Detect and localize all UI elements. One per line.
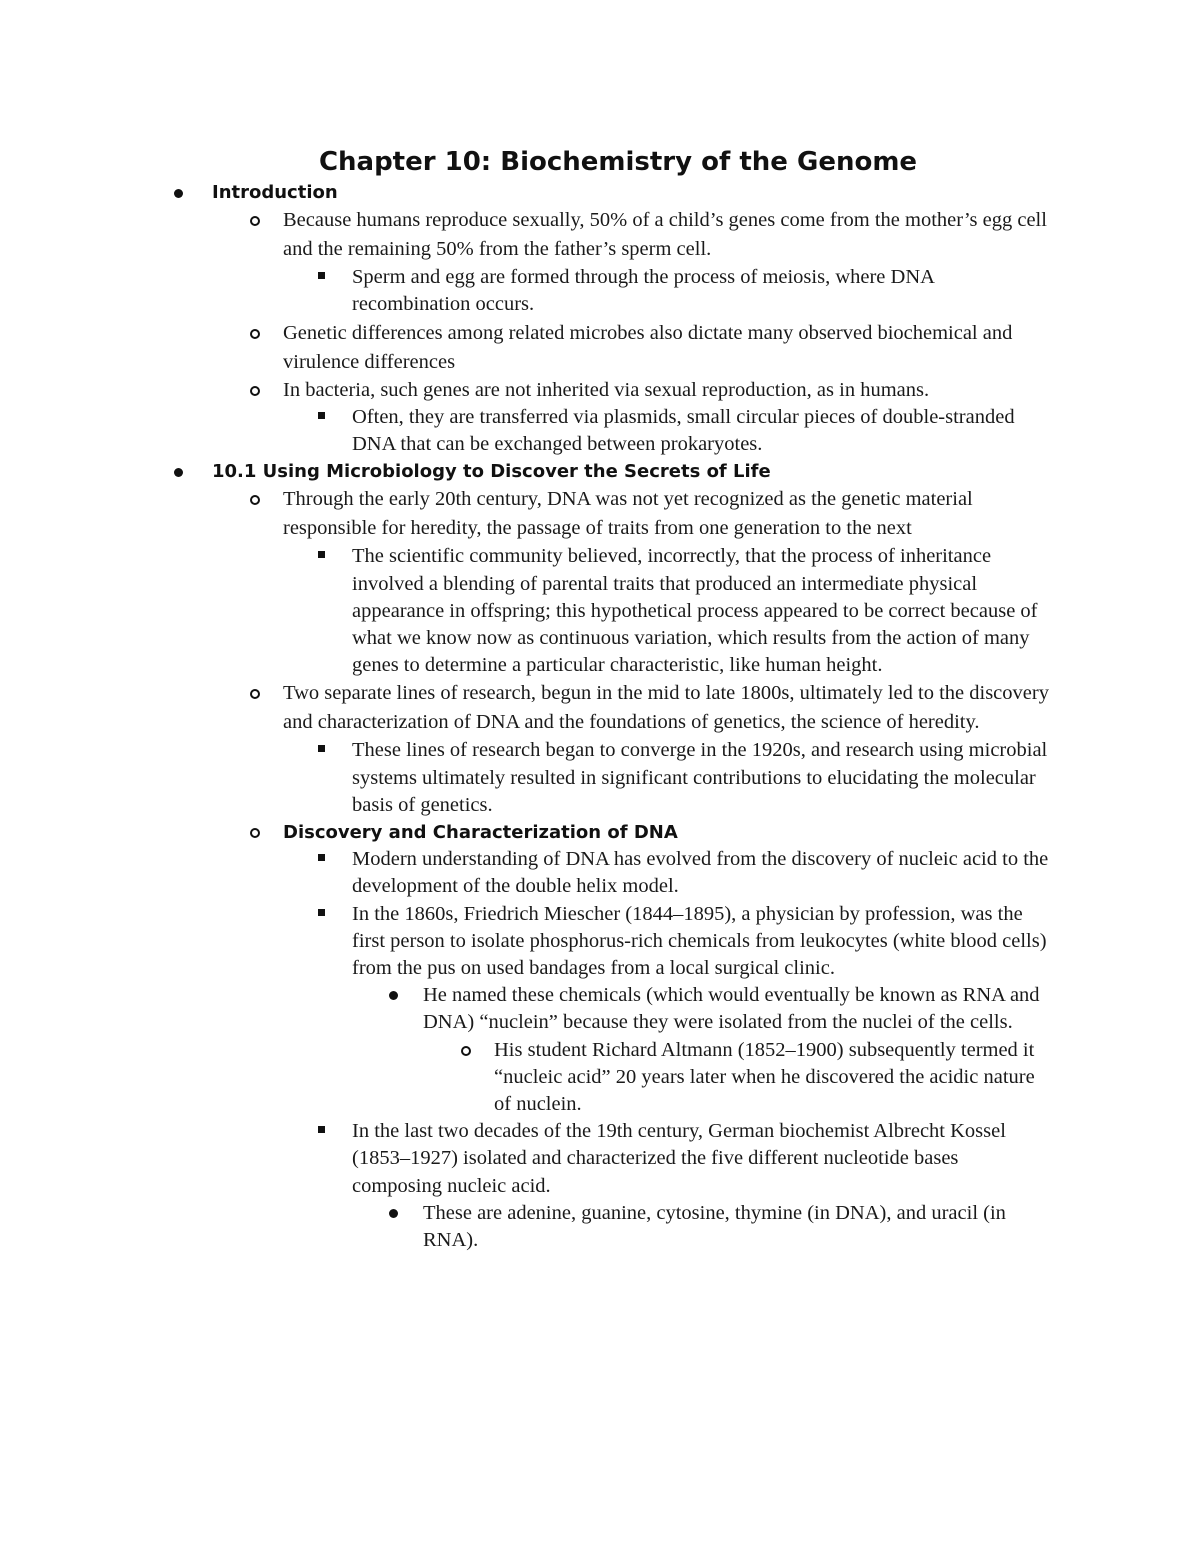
- outline-list-item: [0, 901, 1200, 983]
- item-text: The scientific community believed, incorrectly, that the process of inheritance involved a blending of parental traits that produced an intermediate physical appearance in offspring; this hypothetical process appeared to be correct because of what we know now as continuous variation, which results from the action of many genes to determine a particular characteristic, like human height.: [352, 545, 1038, 677]
- item-text: Often, they are transferred via plasmids, small circular pieces of double-stranded DNA that can be exchanged between prokaryotes.: [352, 405, 1015, 456]
- item-text: Modern understanding of DNA has evolved from the discovery of nucleic acid to the development of the double helix model.: [352, 848, 1049, 898]
- square-bullet-icon: [318, 272, 325, 279]
- square-bullet-icon: [318, 909, 325, 916]
- item-text: Sperm and egg are formed through the process of meiosis, where DNA recombination occurs.: [352, 266, 934, 316]
- hollow-circle-bullet-icon: [250, 828, 260, 838]
- item-text: In the 1860s, Friedrich Miescher (1844–1895), a physician by profession, was the first person to isolate phosphorus-rich chemicals from leukocytes (white blood cells) from the pus on used bandages from a local surgical clinic.: [352, 902, 1047, 980]
- outline-list-item: [0, 679, 1200, 737]
- item-text: His student Richard Altmann (1852–1900) subsequently termed it “nucleic acid” 20 years later when he discovered the acidic nature of nuclein.: [494, 1038, 1035, 1116]
- outline-heading-item: [0, 179, 1200, 206]
- square-bullet-icon: [318, 412, 325, 419]
- item-text: In bacteria, such genes are not inherited via sexual reproduction, as in humans.: [283, 378, 930, 401]
- hollow-circle-bullet-icon: [461, 1046, 471, 1056]
- outline-list-item: [0, 264, 1200, 318]
- hollow-circle-bullet-icon: [250, 329, 260, 339]
- item-text: In the last two decades of the 19th century, German biochemist Albrecht Kossel (1853–1927) isolated and characterized the five different nucleotide bases composing nucleic acid.: [352, 1120, 1006, 1197]
- item-text: These lines of research began to converge in the 1920s, and research using microbial systems ultimately resulted in significant contributions to elucidating the molecular basis of genetics.: [352, 739, 1048, 816]
- filled-dot-bullet-icon: [389, 1209, 398, 1218]
- item-text: These are adenine, guanine, cytosine, thymine (in DNA), and uracil (in RNA).: [423, 1201, 1006, 1252]
- outline-heading-item: [0, 458, 1200, 485]
- filled-dot-bullet-icon: [174, 189, 183, 198]
- item-text: Genetic differences among related microbes also dictate many observed biochemical and virulence differences: [283, 321, 1013, 373]
- hollow-circle-bullet-icon: [250, 216, 260, 226]
- outline-list-item: [0, 485, 1200, 543]
- hollow-circle-bullet-icon: [250, 495, 260, 505]
- outline-list-item: [0, 1037, 1200, 1119]
- outline-list-item: [0, 1118, 1200, 1200]
- hollow-circle-bullet-icon: [250, 689, 260, 699]
- outline-list-item: [0, 319, 1200, 377]
- outline-list-item: [0, 846, 1200, 900]
- filled-dot-bullet-icon: [174, 468, 183, 477]
- item-text: He named these chemicals (which would eventually be known as RNA and DNA) “nuclein” because they were isolated from the nuclei of the cells.: [423, 984, 1040, 1034]
- outline-list: [0, 179, 1200, 1254]
- item-text: Through the early 20th century, DNA was not yet recognized as the genetic material responsible for heredity, the passage of traits from one generation to the next: [283, 488, 973, 540]
- outline-list-item: [0, 982, 1200, 1036]
- outline-list-item: [0, 404, 1200, 458]
- section-heading: 10.1 Using Microbiology to Discover the Secrets of Life: [212, 461, 771, 483]
- square-bullet-icon: [318, 854, 325, 861]
- item-text: Two separate lines of research, begun in the mid to late 1800s, ultimately led to the discovery and characterization of DNA and the foundations of genetics, the science of heredity.: [283, 682, 1049, 734]
- square-bullet-icon: [318, 745, 325, 752]
- outline-heading-item: [0, 819, 1200, 846]
- item-text: Because humans reproduce sexually, 50% of a child’s genes come from the mother’s egg cell and the remaining 50% from the father’s sperm cell.: [283, 209, 1047, 261]
- square-bullet-icon: [318, 551, 325, 558]
- outline-list-item: [0, 206, 1200, 264]
- page-title: Chapter 10: Biochemistry of the Genome: [318, 147, 918, 177]
- outline-list-item: [0, 737, 1200, 819]
- outline-list-item: [0, 377, 1200, 404]
- filled-dot-bullet-icon: [389, 991, 398, 1000]
- outline-list-item: [0, 543, 1200, 679]
- square-bullet-icon: [318, 1126, 325, 1133]
- section-heading: Discovery and Characterization of DNA: [283, 822, 678, 844]
- section-heading: Introduction: [212, 182, 338, 203]
- outline-list-item: [0, 1200, 1200, 1254]
- hollow-circle-bullet-icon: [250, 386, 260, 396]
